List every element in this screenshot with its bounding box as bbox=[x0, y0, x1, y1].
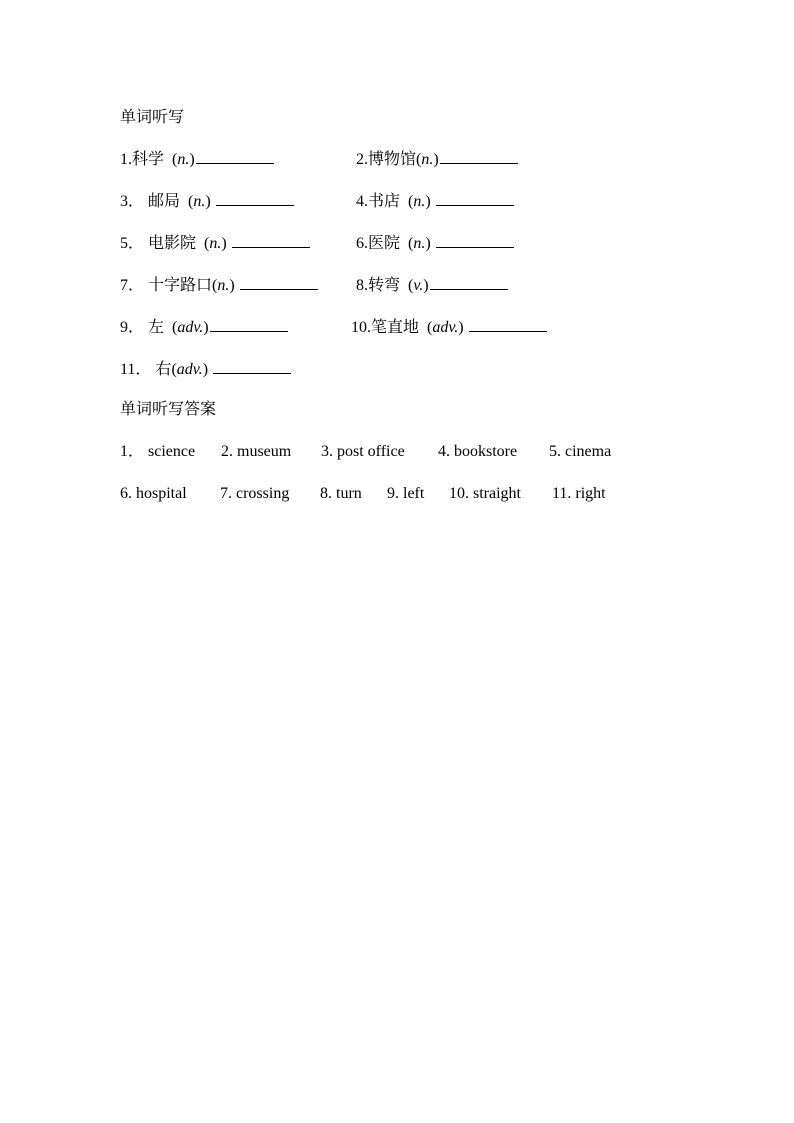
item-9: 9． 左 (adv.) bbox=[120, 316, 288, 340]
answer-blank[interactable] bbox=[469, 330, 547, 332]
answer-1: 1． science bbox=[120, 443, 196, 460]
answer-5: 5. cinema bbox=[549, 443, 612, 460]
answer-9: 9. left bbox=[387, 485, 425, 502]
answer-blank[interactable] bbox=[240, 288, 318, 290]
answer-blank[interactable] bbox=[436, 204, 514, 206]
item-number: 9． bbox=[120, 319, 145, 336]
item-pos: v. bbox=[413, 277, 424, 294]
item-pos: n. bbox=[413, 235, 426, 252]
item-pos: n. bbox=[209, 235, 222, 252]
dictation-title: 单词听写 bbox=[120, 109, 185, 126]
item-number: 5． bbox=[120, 235, 145, 252]
item-5: 5． 电影院 (n.) bbox=[120, 232, 310, 256]
item-word: 书店 bbox=[368, 193, 401, 210]
answer-6: 6. hospital bbox=[120, 485, 187, 502]
answer-11: 11. right bbox=[552, 485, 606, 502]
answer-10: 10. straight bbox=[449, 485, 521, 502]
answer-blank[interactable] bbox=[213, 372, 291, 374]
item-word: 转弯 bbox=[368, 277, 401, 294]
item-pos: adv. bbox=[177, 319, 204, 336]
item-number: 1. bbox=[120, 151, 132, 168]
item-word: 十字路口 bbox=[148, 277, 213, 294]
item-pos: n. bbox=[177, 151, 190, 168]
answer-7: 7. crossing bbox=[220, 485, 290, 502]
item-pos: n. bbox=[193, 193, 206, 210]
answer-2: 2. museum bbox=[221, 443, 292, 460]
item-1: 1.科学 (n.) bbox=[120, 148, 274, 172]
answer-4: 4. bookstore bbox=[438, 443, 518, 460]
item-4: 4.书店 (n.) bbox=[356, 190, 514, 214]
item-word: 左 bbox=[148, 319, 165, 336]
item-word: 科学 bbox=[132, 151, 165, 168]
item-word: 笔直地 bbox=[371, 319, 420, 336]
item-number: 6. bbox=[356, 235, 368, 252]
item-7: 7． 十字路口(n.) bbox=[120, 274, 318, 298]
answer-8: 8. turn bbox=[320, 485, 362, 502]
item-pos: adv. bbox=[176, 361, 203, 378]
answer-blank[interactable] bbox=[196, 162, 274, 164]
item-6: 6.医院 (n.) bbox=[356, 232, 514, 256]
item-pos: adv. bbox=[432, 319, 459, 336]
item-pos: n. bbox=[217, 277, 230, 294]
item-word: 电影院 bbox=[148, 235, 197, 252]
answer-blank[interactable] bbox=[436, 246, 514, 248]
item-8: 8.转弯 (v.) bbox=[356, 274, 508, 298]
answer-3: 3. post office bbox=[321, 443, 405, 460]
item-number: 8. bbox=[356, 277, 368, 294]
item-number: 11． bbox=[120, 361, 152, 378]
item-10: 10.笔直地 (adv.) bbox=[351, 316, 547, 340]
answer-blank[interactable] bbox=[216, 204, 294, 206]
answer-blank[interactable] bbox=[210, 330, 288, 332]
item-pos: n. bbox=[413, 193, 426, 210]
item-word: 邮局 bbox=[148, 193, 181, 210]
item-number: 2. bbox=[356, 151, 368, 168]
item-word: 右 bbox=[155, 361, 172, 378]
item-number: 10. bbox=[351, 319, 371, 336]
item-number: 3． bbox=[120, 193, 145, 210]
item-2: 2.博物馆(n.) bbox=[356, 148, 518, 172]
answer-blank[interactable] bbox=[440, 162, 518, 164]
item-word: 医院 bbox=[368, 235, 401, 252]
item-number: 7． bbox=[120, 277, 145, 294]
answer-title: 单词听写答案 bbox=[120, 401, 217, 418]
item-pos: n. bbox=[421, 151, 434, 168]
answer-blank[interactable] bbox=[232, 246, 310, 248]
answer-blank[interactable] bbox=[430, 288, 508, 290]
item-11: 11． 右(adv.) bbox=[120, 358, 291, 382]
item-word: 博物馆 bbox=[368, 151, 417, 168]
item-number: 4. bbox=[356, 193, 368, 210]
item-3: 3． 邮局 (n.) bbox=[120, 190, 294, 214]
